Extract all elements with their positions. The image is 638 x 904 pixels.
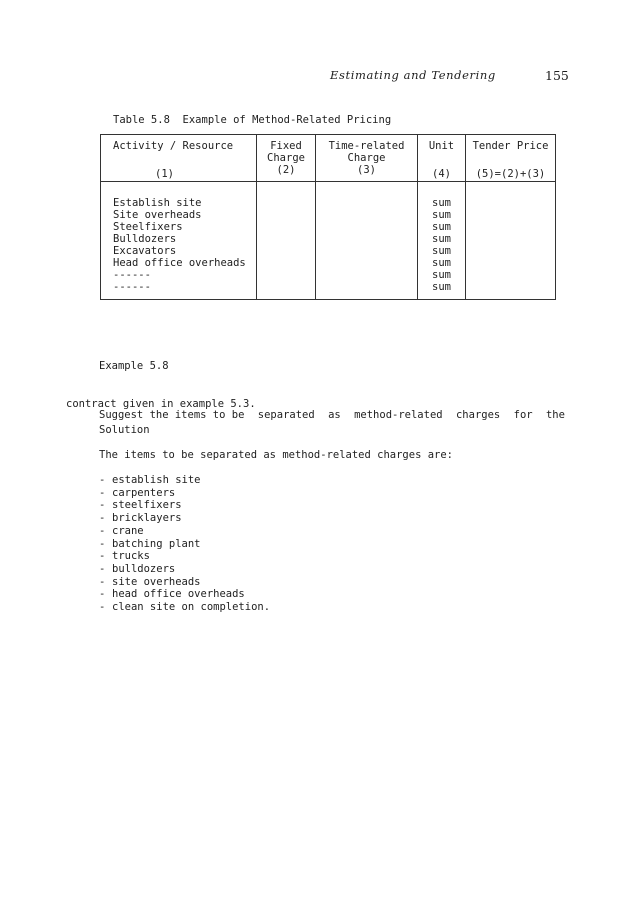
list-item-text: crane — [112, 524, 144, 537]
list-item-text: site overheads — [112, 575, 201, 588]
table-caption: Table 5.8 Example of Method-Related Pricing — [113, 114, 392, 126]
solution-heading: Solution — [99, 424, 150, 436]
method-related-items-list — [99, 474, 270, 614]
list-item-text: carpenters — [112, 486, 176, 499]
unit-cell — [418, 182, 466, 300]
list-item — [99, 499, 270, 512]
question-word: separated — [257, 409, 315, 421]
activity-item: Steelfixers — [113, 221, 183, 233]
bullet-dash: - — [99, 575, 106, 588]
table-body-row — [101, 182, 556, 300]
column-header-label: Tender Price — [472, 140, 549, 152]
column-header-number: (4) — [432, 168, 451, 180]
bullet-dash: - — [99, 499, 106, 512]
unit-item: sum — [432, 209, 451, 221]
bullet-dash: - — [99, 601, 106, 614]
activity-item: Excavators — [113, 245, 177, 257]
question-word: Suggest the items to be — [99, 409, 245, 421]
unit-item: sum — [432, 197, 451, 209]
column-header-number: (2) — [276, 164, 296, 176]
bullet-dash: - — [99, 562, 106, 575]
question-word: method-related — [354, 409, 443, 421]
question-word: charges — [455, 409, 501, 421]
unit-item: sum — [432, 257, 451, 269]
column-header-number: (1) — [155, 168, 174, 180]
fixed-charge-cell — [257, 182, 316, 300]
activity-item: ------ — [113, 269, 151, 281]
bullet-dash: - — [99, 588, 106, 601]
time-related-charge-cell — [316, 182, 418, 300]
column-header-fixed-charge — [257, 135, 316, 182]
unit-item: sum — [432, 281, 451, 293]
list-item — [99, 601, 270, 614]
question-word: the — [545, 409, 565, 421]
list-item — [99, 563, 270, 576]
column-header-activity — [101, 135, 257, 182]
bullet-dash: - — [99, 512, 106, 525]
list-item-text: steelfixers — [112, 499, 182, 512]
column-header-unit — [418, 135, 466, 182]
column-header-label: Charge — [267, 152, 305, 164]
list-item-text: head office overheads — [112, 588, 245, 601]
column-header-label: Charge — [347, 152, 386, 164]
table-header-row — [101, 135, 556, 182]
activity-item: ------ — [113, 281, 151, 293]
unit-item: sum — [432, 221, 451, 233]
activity-item: Head office overheads — [113, 257, 246, 269]
example-title: Example 5.8 — [99, 360, 169, 372]
solution-intro: The items to be separated as method-related charges are: — [99, 449, 454, 461]
bullet-dash: - — [99, 550, 106, 563]
list-item — [99, 474, 270, 487]
column-header-tender-price — [466, 135, 556, 182]
column-header-label: Fixed — [270, 140, 302, 152]
list-item-text: batching plant — [112, 537, 201, 550]
bullet-dash: - — [99, 537, 106, 550]
list-item-text: clean site on completion. — [112, 601, 271, 614]
question-word: for — [513, 409, 533, 421]
column-header-label: Time-related — [328, 140, 405, 152]
list-item-text: establish site — [112, 474, 201, 486]
question-line-2: contract given in example 5.3. — [66, 398, 256, 410]
list-item — [99, 487, 270, 500]
list-item — [99, 550, 270, 563]
method-related-pricing-table — [100, 134, 556, 300]
running-head-title: Estimating and Tendering — [330, 68, 496, 82]
page-number: 155 — [545, 68, 569, 83]
list-item — [99, 576, 270, 589]
column-header-time-related-charge — [316, 135, 418, 182]
column-header-label: Unit — [428, 140, 455, 152]
column-header-label: Activity / Resource — [113, 140, 234, 152]
list-item-text: trucks — [112, 550, 150, 563]
list-item — [99, 538, 270, 551]
bullet-dash: - — [99, 524, 106, 537]
activity-item: Site overheads — [113, 209, 202, 221]
tender-price-cell — [466, 182, 556, 300]
list-item — [99, 525, 270, 538]
column-header-number: (5)=(2)+(3) — [475, 168, 546, 180]
list-item-text: bulldozers — [112, 562, 176, 575]
activity-item: Bulldozers — [113, 233, 177, 245]
activity-cell — [101, 182, 257, 300]
unit-item: sum — [432, 245, 451, 257]
column-header-number: (3) — [357, 164, 376, 176]
list-item — [99, 512, 270, 525]
activity-item: Establish site — [113, 197, 202, 209]
bullet-dash: - — [99, 474, 106, 486]
question-word: as — [328, 409, 341, 421]
list-item-text: bricklayers — [112, 512, 182, 525]
unit-item: sum — [432, 269, 451, 281]
bullet-dash: - — [99, 486, 106, 499]
list-item — [99, 588, 270, 601]
unit-item: sum — [432, 233, 451, 245]
